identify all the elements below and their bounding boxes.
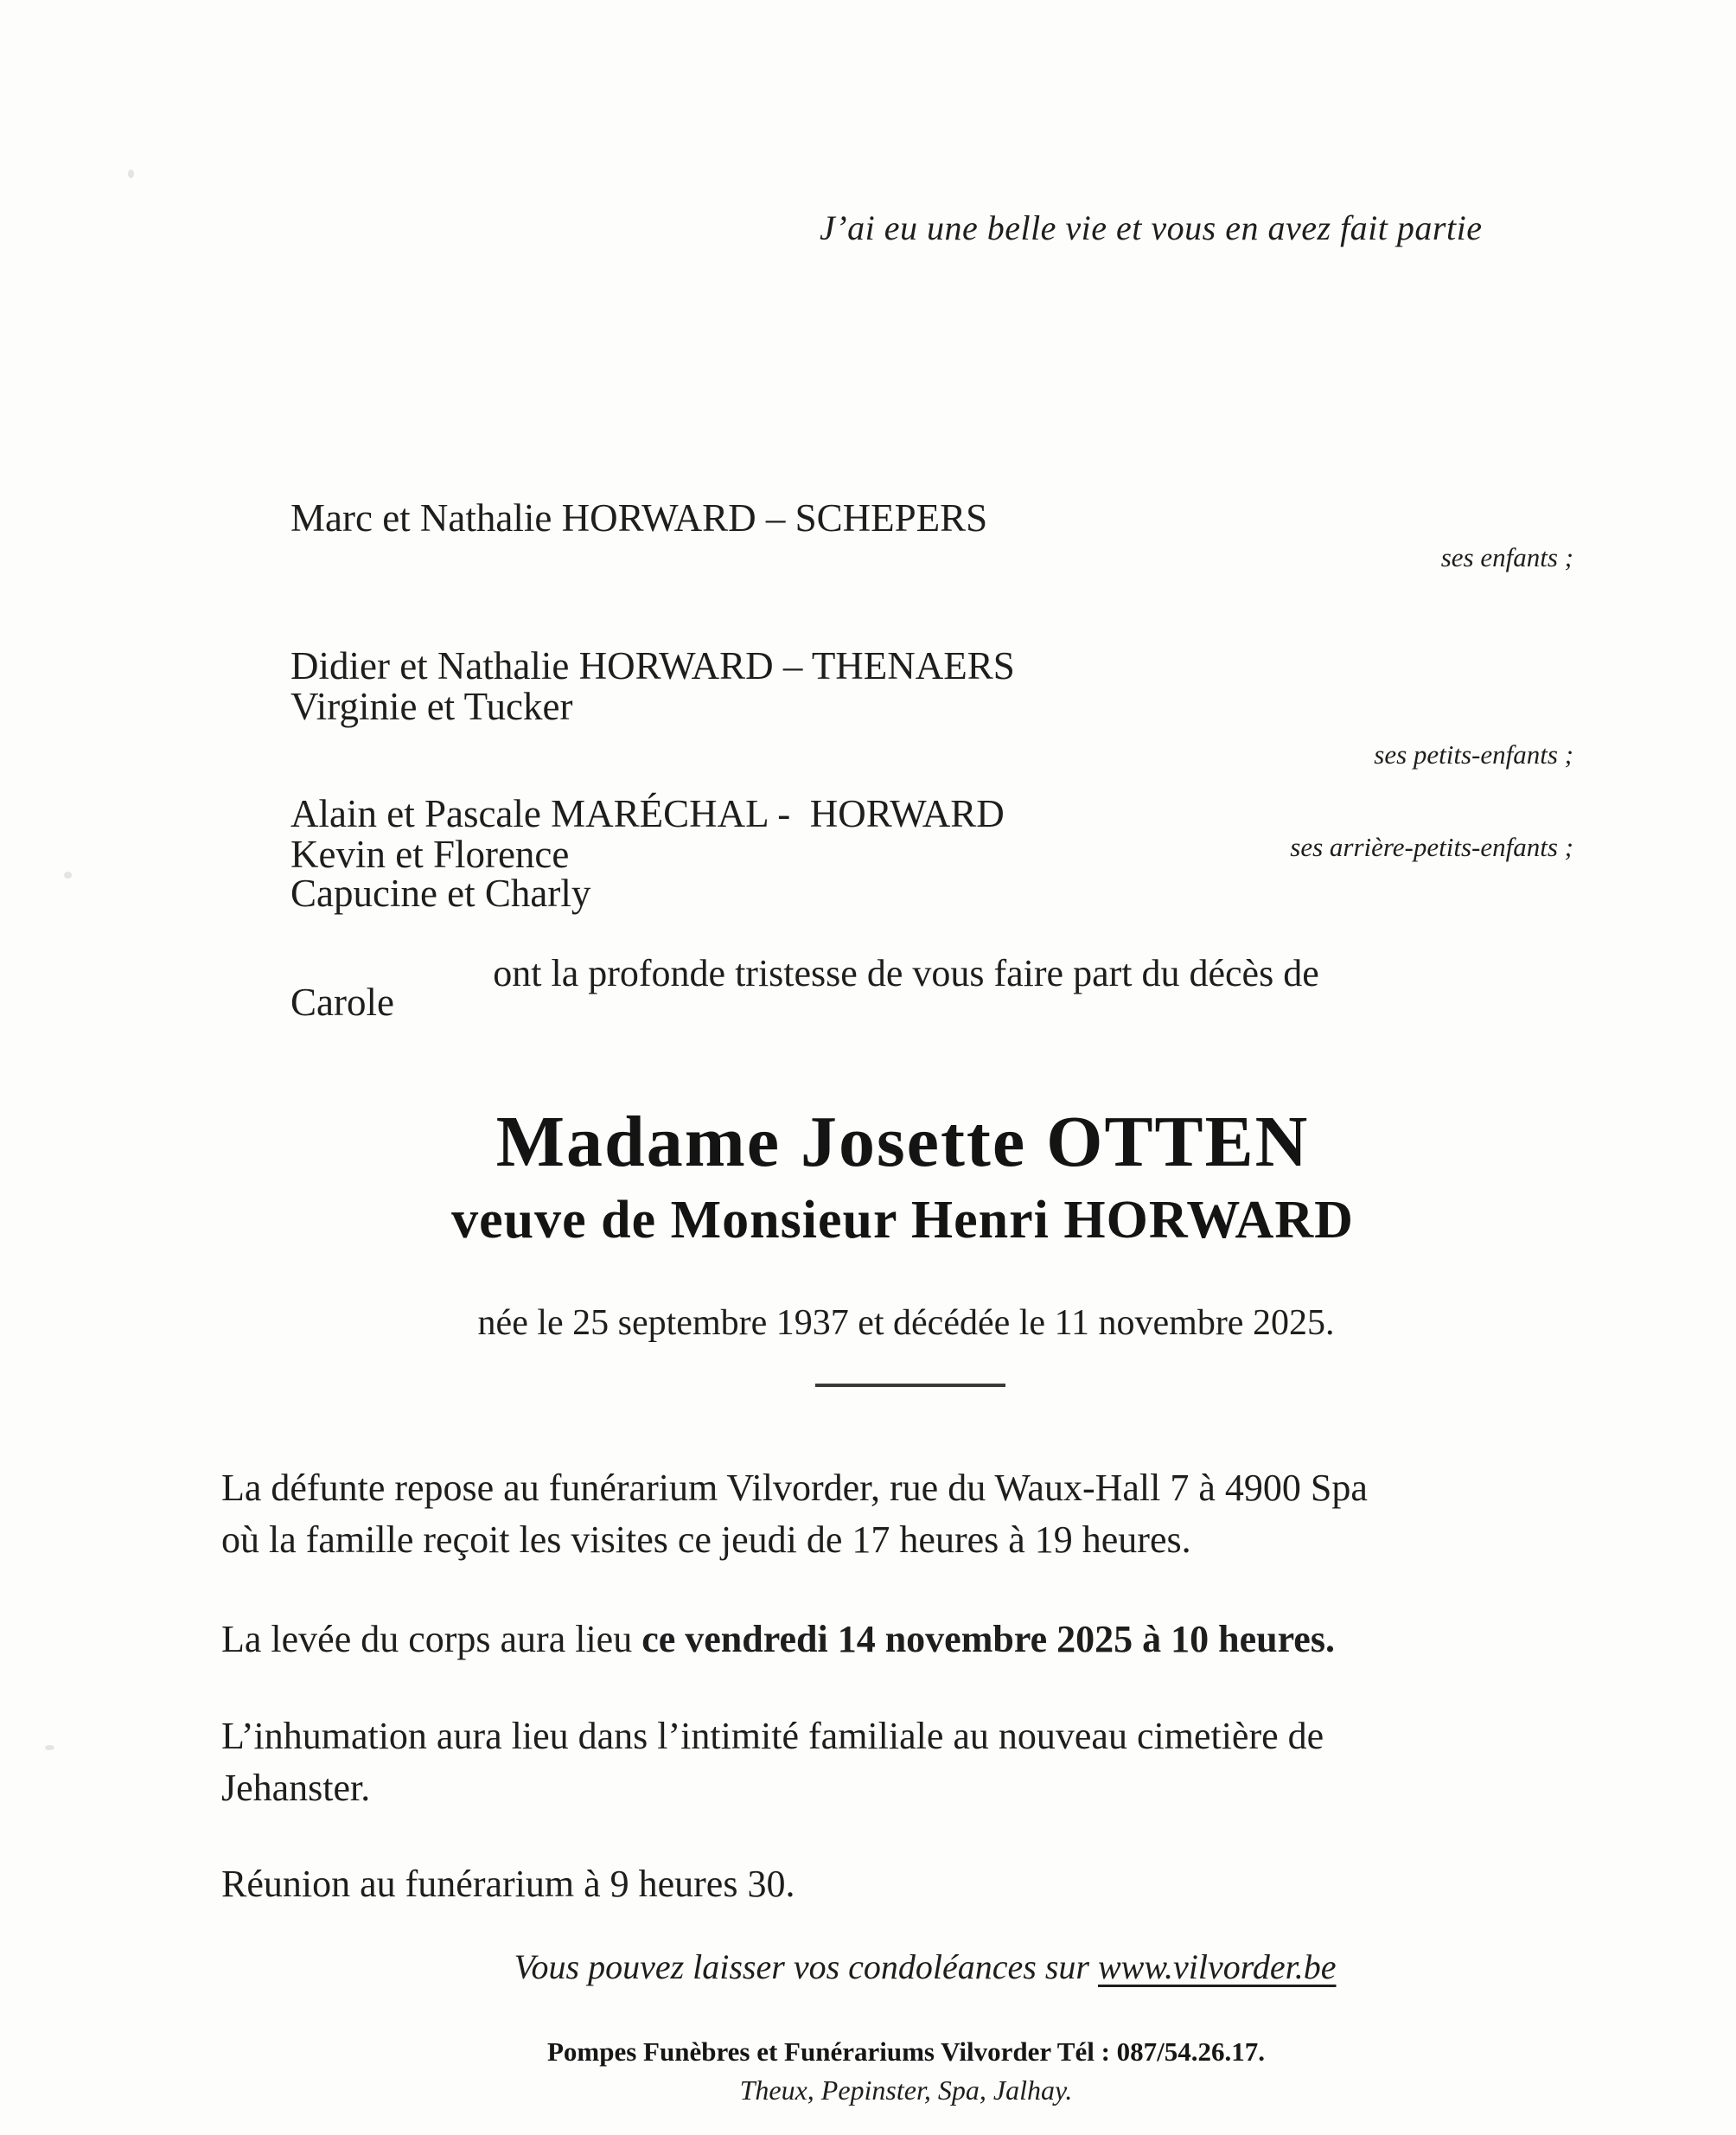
levee-prefix-text: La levée du corps aura lieu	[221, 1618, 642, 1660]
inhumation-paragraph	[221, 1710, 1527, 1814]
levee-paragraph	[221, 1614, 1527, 1665]
inhumation-line-2: Jehanster.	[221, 1767, 371, 1809]
reunion-paragraph: Réunion au funérarium à 9 heures 30.	[221, 1863, 795, 1905]
separator-rule	[815, 1384, 1005, 1387]
children-label: ses enfants ;	[1440, 542, 1573, 572]
child-name-line: Marc et Nathalie HORWARD – SCHEPERS	[290, 496, 988, 540]
life-dates-line: née le 25 septembre 1937 et décédée le 11 novembre 2025.	[477, 1303, 1335, 1343]
repose-line-1: La défunte repose au funérarium Vilvorder, rue du Waux-Hall 7 à 4900 Spa	[221, 1467, 1368, 1509]
condolences-line	[57, 1946, 1736, 1987]
funeral-home-line: Pompes Funèbres et Funérariums Vilvorder Tél : 087/54.26.17.	[546, 2036, 1266, 2067]
epitaph-quote: J’ai eu une belle vie et vous en avez fait partie	[820, 208, 1483, 247]
repose-line-2: où la famille reçoit les visites ce jeudi de 17 heures à 19 heures.	[221, 1518, 1191, 1561]
repose-paragraph	[221, 1462, 1527, 1566]
locations-line: Theux, Pepinster, Spa, Jalhay.	[739, 2074, 1073, 2106]
deceased-widow-line: veuve de Monsieur Henri HORWARD	[451, 1191, 1354, 1250]
announcement-line: ont la profonde tristesse de vous faire part du décès de	[493, 952, 1319, 994]
condolences-prefix-text: Vous pouvez laisser vos condoléances sur	[514, 1947, 1098, 1986]
child-name-line: Alain et Pascale MARÉCHAL - HORWARD	[290, 792, 1005, 835]
grandchildren-label: ses petits-enfants ;	[1374, 739, 1573, 770]
grandchild-name-line: Carole	[290, 981, 394, 1024]
grandchild-name-line: Virginie et Tucker	[290, 685, 573, 728]
child-name-line: Didier et Nathalie HORWARD – THENAERS	[290, 644, 1015, 687]
grandchild-name-line: Kevin et Florence	[290, 833, 570, 876]
levee-datetime-bold: ce vendredi 14 novembre 2025 à 10 heures.	[641, 1618, 1335, 1660]
condolences-link[interactable]: www.vilvorder.be	[1097, 1947, 1337, 1986]
great-grandchildren-label: ses arrière-petits-enfants ;	[1290, 832, 1573, 862]
scan-speck	[128, 169, 134, 178]
scan-speck	[64, 872, 72, 879]
scan-speck	[45, 1745, 54, 1750]
great-grandchild-name-line: Capucine et Charly	[290, 872, 591, 915]
inhumation-line-1: L’inhumation aura lieu dans l’intimité familiale au nouveau cimetière de	[221, 1715, 1324, 1757]
deceased-name: Madame Josette OTTEN	[495, 1102, 1310, 1182]
